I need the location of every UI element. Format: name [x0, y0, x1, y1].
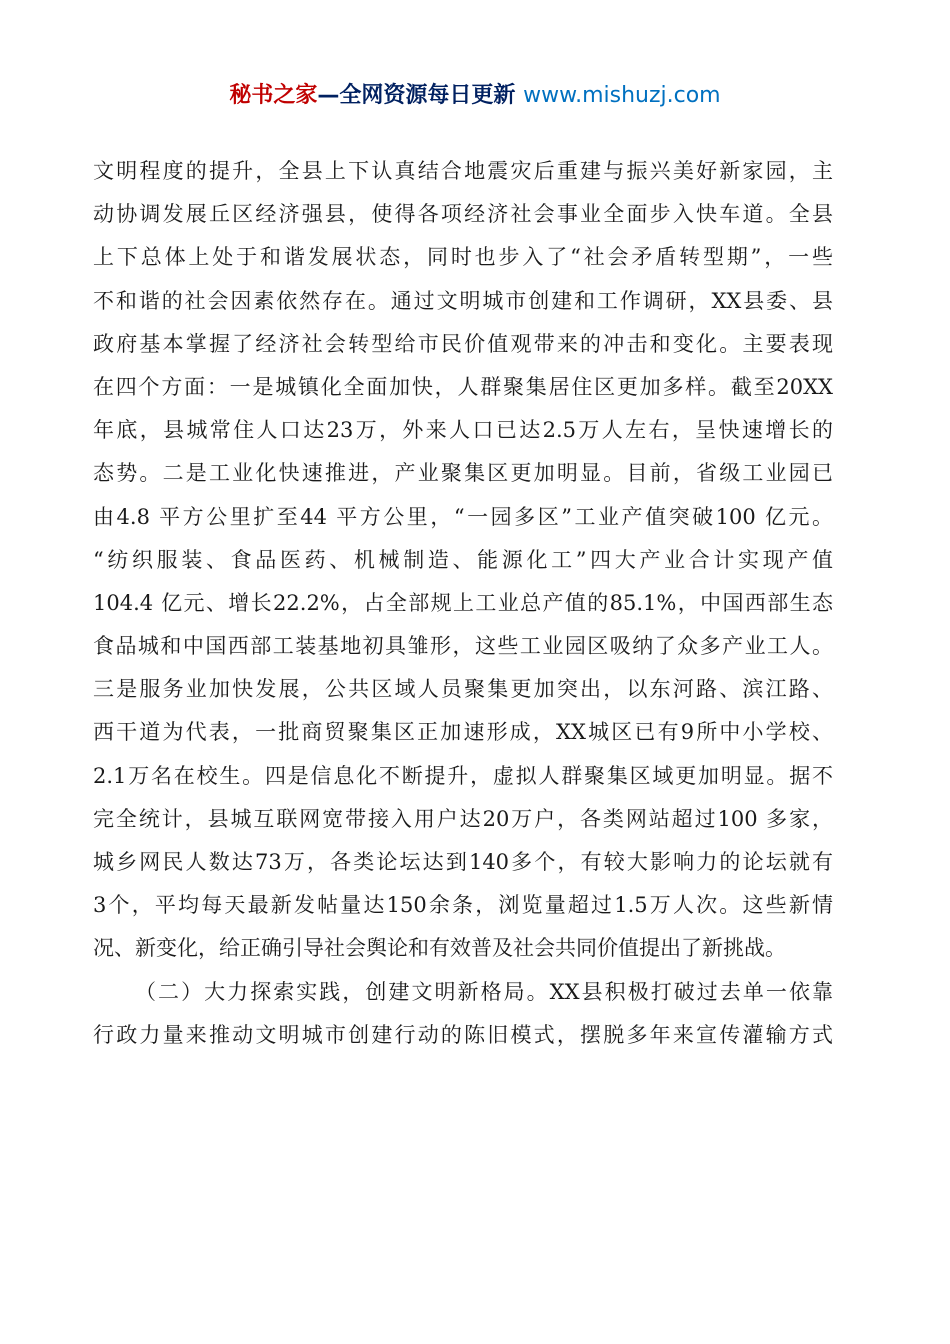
text-line: 104.4 亿元、增长22.2%，占全部规上工业总产值的85.1%，中国西部生态	[93, 590, 833, 615]
text-line: 动协调发展丘区经济强县，使得各项经济社会事业全面步入快车道。全县	[93, 202, 833, 227]
text-line: 西干道为代表，一批商贸聚集区正加速形成，XX城区已有9所中小学校、	[93, 720, 833, 745]
text-line: 2.1万名在校生。四是信息化不断提升，虚拟人群聚集区域更加明显。据不	[93, 763, 833, 788]
header-url[interactable]: www.mishuzj.com	[523, 83, 721, 108]
header-brand: 秘书之家	[229, 83, 318, 108]
text-line: 年底，县城常住人口达23万，外来人口已达2.5万人左右，呈快速增长的	[93, 418, 833, 443]
text-line: 在四个方面：一是城镇化全面加快，人群聚集居住区更加多样。截至20XX	[93, 374, 833, 399]
text-line: 态势。二是工业化快速推进，产业聚集区更加明显。目前，省级工业园已	[93, 461, 833, 486]
body-text	[93, 150, 833, 1057]
text-line: 三是服务业加快发展，公共区域人员聚集更加突出，以东河路、滨江路、	[93, 677, 833, 702]
text-line: 食品城和中国西部工装基地初具雏形，这些工业园区吸纳了众多产业工人。	[93, 634, 833, 659]
section-heading-line: （二）大力探索实践，创建文明新格局。XX县积极打破过去单一依靠	[135, 979, 833, 1004]
header-slogan: —全网资源每日更新	[317, 83, 516, 108]
text-line: 不和谐的社会因素依然存在。通过文明城市创建和工作调研，XX县委、县	[93, 288, 833, 313]
text-line: 3个，平均每天最新发帖量达150余条，浏览量超过1.5万人次。这些新情	[93, 893, 833, 918]
text-line: 城乡网民人数达73万，各类论坛达到140多个，有较大影响力的论坛就有	[93, 850, 833, 874]
text-line: 况、新变化，给正确引导社会舆论和有效普及社会共同价值提出了新挑战。	[93, 936, 786, 961]
text-line: “纺织服装、食品医药、机械制造、能源化工”四大产业合计实现产值	[93, 547, 833, 572]
text-line: 完全统计，县城互联网宽带接入用户达20万户，各类网站超过100 多家，	[93, 806, 833, 831]
text-line: 上下总体上处于和谐发展状态，同时也步入了“社会矛盾转型期”，一些	[93, 245, 833, 270]
site-header	[0, 80, 950, 112]
text-line: 行政力量来推动文明城市创建行动的陈旧模式，摆脱多年来宣传灌输方式	[93, 1022, 833, 1047]
text-line: 由4.8 平方公里扩至44 平方公里，“一园多区”工业产值突破100 亿元。	[93, 504, 833, 529]
text-line: 文明程度的提升，全县上下认真结合地震灾后重建与振兴美好新家园，主	[93, 159, 833, 183]
text-line: 政府基本掌握了经济社会转型给市民价值观带来的冲击和变化。主要表现	[93, 331, 833, 356]
